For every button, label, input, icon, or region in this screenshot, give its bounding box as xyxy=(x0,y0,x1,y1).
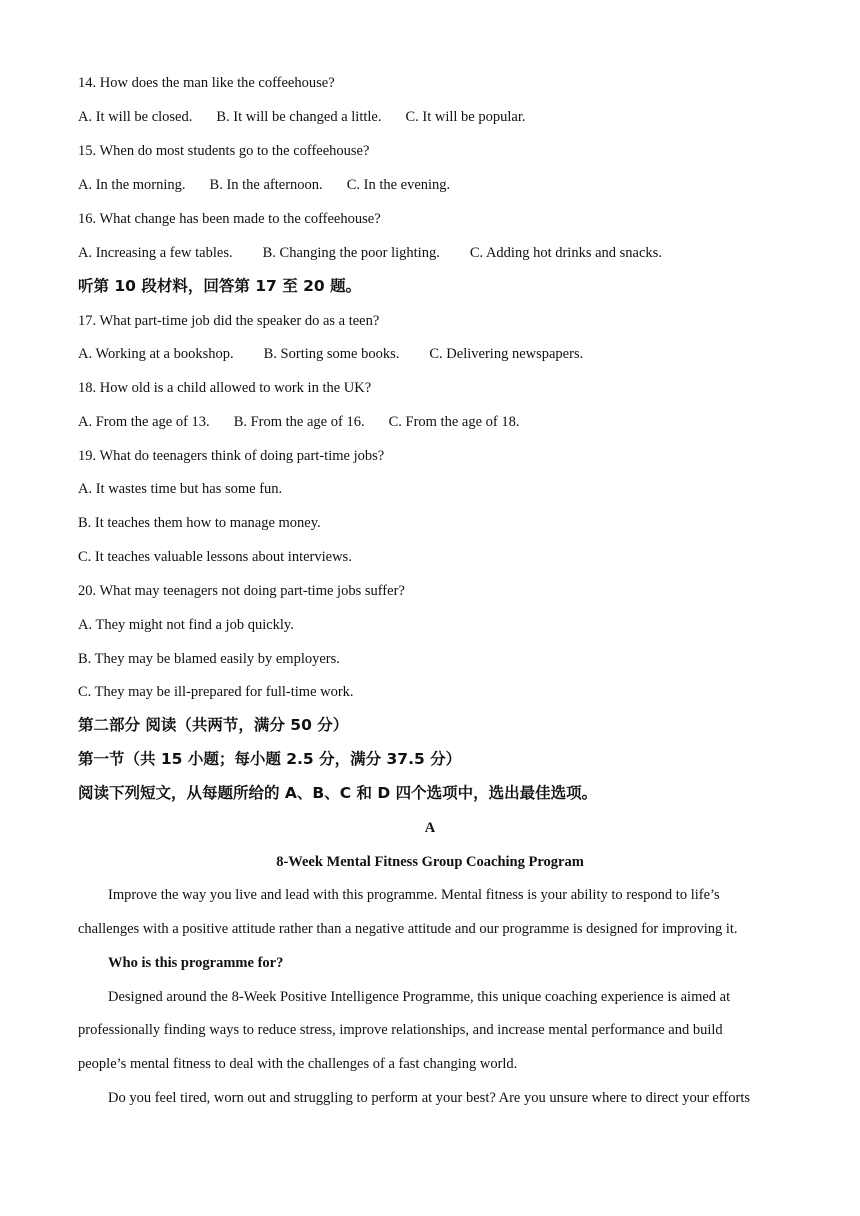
q14-options xyxy=(78,108,782,126)
paragraph-1-line-2: challenges with a positive attitude rather than a negative attitude and our programme is designed for improving it. xyxy=(78,921,738,937)
q17-options xyxy=(78,345,782,363)
q16-question: 16. What change has been made to the coffeehouse? xyxy=(78,211,381,227)
q20-option-b: B. They may be blamed easily by employers. xyxy=(78,651,340,667)
q16-option-b: B. Changing the poor lighting. xyxy=(262,245,440,261)
q19-option-b: B. It teaches them how to manage money. xyxy=(78,515,321,531)
q18-option-c: C. From the age of 18. xyxy=(388,414,520,430)
q15-option-c: C. In the evening. xyxy=(346,177,451,193)
q16-option-a: A. Increasing a few tables. xyxy=(78,245,233,261)
passage-title: 8-Week Mental Fitness Group Coaching Program xyxy=(276,854,584,870)
q14-option-b: B. It will be changed a little. xyxy=(216,109,382,125)
q14-question: 14. How does the man like the coffeehouse? xyxy=(78,75,335,91)
q17-option-c: C. Delivering newspapers. xyxy=(429,346,584,362)
paragraph-3-line-1: Do you feel tired, worn out and struggling to perform at your best? Are you unsure where to direct your efforts xyxy=(108,1090,750,1106)
q18-question: 18. How old is a child allowed to work in the UK? xyxy=(78,380,372,396)
paragraph-2-line-3: people’s mental fitness to deal with the challenges of a fast changing world. xyxy=(78,1056,518,1072)
passage-subheading: Who is this programme for? xyxy=(108,955,284,971)
q17-option-a: A. Working at a bookshop. xyxy=(78,346,234,362)
q18-option-b: B. From the age of 16. xyxy=(233,414,365,430)
q14-option-a: A. It will be closed. xyxy=(78,109,193,125)
section-1-heading: 第一节（共 15 小题；每小题 2.5 分，满分 37.5 分） xyxy=(78,750,462,768)
paragraph-2-line-1: Designed around the 8-Week Positive Intelligence Programme, this unique coaching experience is aimed at xyxy=(108,989,731,1005)
q15-option-b: B. In the afternoon. xyxy=(209,177,323,193)
q16-option-c: C. Adding hot drinks and snacks. xyxy=(469,245,662,261)
q20-option-c: C. They may be ill-prepared for full-time work. xyxy=(78,684,354,700)
q19-option-c: C. It teaches valuable lessons about interviews. xyxy=(78,549,352,565)
paragraph-2-line-2: professionally finding ways to reduce stress, improve relationships, and increase mental performance and build xyxy=(78,1022,723,1038)
q15-option-a: A. In the morning. xyxy=(78,177,186,193)
section-10-heading: 听第 10 段材料，回答第 17 至 20 题。 xyxy=(78,277,362,295)
q16-options xyxy=(78,244,782,262)
q17-option-b: B. Sorting some books. xyxy=(263,346,400,362)
q14-option-c: C. It will be popular. xyxy=(405,109,526,125)
q17-question: 17. What part-time job did the speaker do as a teen? xyxy=(78,313,380,329)
paragraph-1-line-1: Improve the way you live and lead with this programme. Mental fitness is your ability to respond to life’s xyxy=(108,887,720,903)
reading-instruction: 阅读下列短文，从每题所给的 A、B、C 和 D 四个选项中，选出最佳选项。 xyxy=(78,784,598,802)
q18-options xyxy=(78,413,782,431)
q20-question: 20. What may teenagers not doing part-time jobs suffer? xyxy=(78,583,405,599)
q18-option-a: A. From the age of 13. xyxy=(78,414,210,430)
q19-option-a: A. It wastes time but has some fun. xyxy=(78,481,283,497)
q15-question: 15. When do most students go to the coffeehouse? xyxy=(78,143,370,159)
q20-option-a: A. They might not find a job quickly. xyxy=(78,617,294,633)
passage-label: A xyxy=(424,820,436,836)
part-2-heading: 第二部分 阅读（共两节，满分 50 分） xyxy=(78,716,349,734)
q15-options xyxy=(78,176,782,194)
q19-question: 19. What do teenagers think of doing part-time jobs? xyxy=(78,448,385,464)
